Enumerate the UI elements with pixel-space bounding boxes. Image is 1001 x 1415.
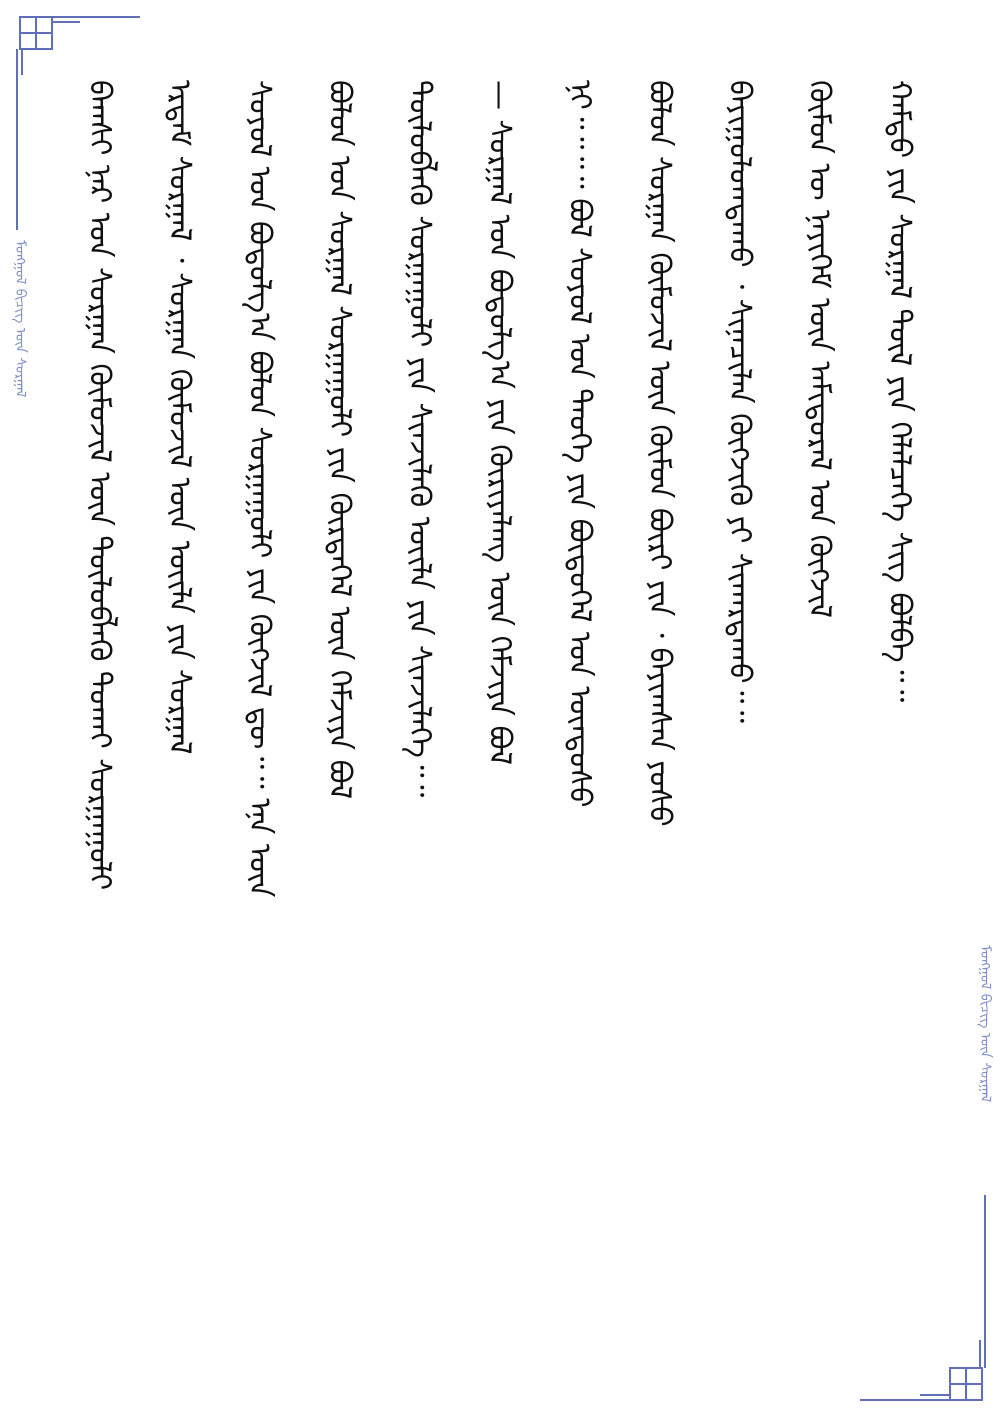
text-column [60,60,120,1360]
column-text-5: ᠨᠢ᠃᠃᠃᠃ ᠪᠣᠯ ᠰᠣᠶᠣᠯ ᠤᠨ ᠲᠡᠦᠬᠡ ᠶᠢᠨ ᠪᠦᠲᠦᠭᠡᠯ ᠤᠨ ᠦᠨᠳᠦᠰᠦ [562,80,597,808]
column-text-8: ᠪᠣᠯᠤᠨ ᠤᠨ ᠰᠤᠷᠭᠠᠯ ᠰᠤᠷᠭᠠᠭᠤᠯᠢ ᠶᠢᠨ ᠬᠦᠷᠲᠡᠭᠡᠯ ᠦᠨ ᠬᠡᠮᠵᠢᠶᠡ ᠪᠣᠯ [322,80,357,800]
text-column [220,60,280,1360]
column-text-9: ᠰᠣᠶᠣᠯ ᠤᠨ ᠪᠣᠳᠤᠯᠭ᠎ᠠ ᠪᠣᠯᠤᠨ ᠰᠤᠷᠭᠠᠭᠤᠯᠢ ᠶᠢᠨ ᠬᠥᠭᠵᠢᠯ ᠳᠦ᠃᠃ ᠡᠨᠡ ᠦᠨ [242,80,277,898]
mongolian-text-body [60,60,940,1360]
side-caption-left: ᠮᠣᠩᠭᠣᠯ ᠪᠢᠴᠢᠭ ᠦᠨ ᠰᠤᠷᠭᠠᠯ [12,240,28,398]
side-caption-right: ᠮᠣᠩᠭᠣᠯ ᠪᠢᠴᠢᠭ ᠦᠨ ᠰᠤᠷᠭᠠᠯ [977,945,993,1103]
text-column [700,60,760,1360]
text-column [860,60,920,1360]
column-text-6: — ᠰᠤᠷᠭᠠᠯ ᠤᠨ ᠪᠣᠳᠤᠯᠭ᠎ᠠ ᠶᠢᠨ ᠬᠦᠷᠢᠶᠡᠯᠡᠩ ᠦᠨ ᠬᠡᠮᠵᠢᠶᠡ ᠪᠣᠯ [482,80,517,765]
column-text-3: ᠪᠠᠶᠢᠭᠤᠯᠤᠭᠳᠠᠬᠤ ᠂ ᠰᠢᠨᠡᠴᠢᠯᠡᠨ ᠬᠥᠭᠵᠢᠬᠦ ᠶᠢ ᠰᠢᠬᠠᠷᠳᠠᠬᠤ᠃᠃ [722,80,757,724]
text-column [620,60,680,1360]
text-column [300,60,360,1360]
column-text-4: ᠪᠣᠯᠤᠨ ᠰᠤᠷᠭᠠᠨ ᠬᠦᠮᠦᠵᠢᠯ ᠦᠨ ᠬᠦᠮᠦᠨ ᠪᠦᠷᠢ ᠶᠢᠨ ᠂ ᠪᠠᠶᠢᠭᠰᠠᠨ ᠶᠣᠰᠣ [642,80,677,827]
text-column [780,60,840,1360]
text-column [380,60,440,1360]
column-text-11: ᠪᠠᠭᠰᠢ ᠨᠠᠷ ᠤᠨ ᠰᠤᠷᠭᠠᠨ ᠬᠦᠮᠦᠵᠢᠯ ᠦᠨ ᠲᠥᠯᠦᠪᠯᠡᠬᠦ ᠲᠤᠬᠠᠢ ᠰᠤᠷᠭᠠᠭᠤᠯᠢ [82,80,117,891]
column-text-1: ᠬᠠᠮᠲᠤ ᠶᠢᠨ ᠰᠤᠷᠭᠠᠯ ᠲᠦᠯ ᠶᠢᠨ ᠬᠡᠯᠡᠯᠴᠡᠭᠡ ᠰᠢᠭ ᠪᠣᠯᠪᠠ᠃᠃ [882,80,917,703]
column-text-7: ᠲᠥᠯᠦᠪᠯᠡᠬᠦ ᠰᠤᠷᠭᠠᠭᠤᠯᠢ ᠶᠢᠨ ᠰᠢᠨᠵᠢᠯᠡᠬᠦ ᠦᠢᠯᠡ ᠶᠢᠨ ᠰᠢᠨᠵᠢᠯᠡᠭᠡ᠃᠃ [402,80,437,798]
text-column [140,60,200,1360]
text-column [460,60,520,1360]
text-column [540,60,600,1360]
column-text-10: ᠡᠷᠳᠡᠮ ᠰᠤᠷᠭᠠᠯ ᠂ ᠰᠤᠷᠭᠠᠨ ᠬᠦᠮᠦᠵᠢᠯ ᠦᠨ ᠦᠢᠯᠡ ᠶᠢᠨ ᠰᠤᠷᠭᠠᠯ [162,80,197,755]
column-text-2: ᠬᠦᠮᠦᠨ ᠦ ᠨᠡᠶᠢᠭᠡᠮ ᠦᠨ ᠠᠮᠢᠳᠤᠷᠠᠯ ᠤᠨ ᠬᠥᠭᠵᠢᠯ [802,80,837,618]
